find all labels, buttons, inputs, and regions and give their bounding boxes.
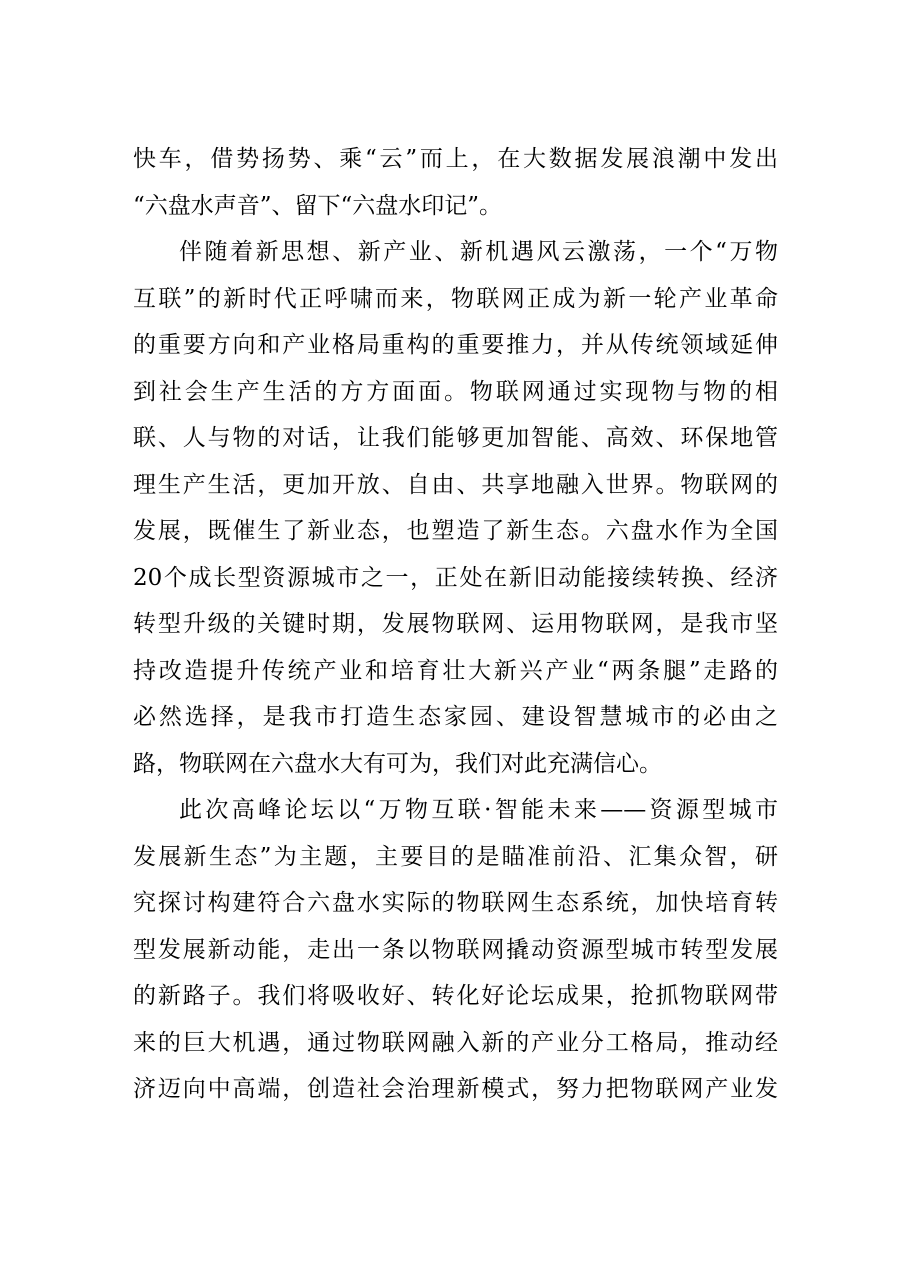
text-line: 20个成长型资源城市之一，正处在新旧动能接续转换、经济 xyxy=(133,564,778,591)
text-line: 发展，既催生了新业态，也塑造了新生态。六盘水作为全国 xyxy=(133,518,778,544)
text-line: 必然选择，是我市打造生态家园、建设智慧城市的必由之 xyxy=(133,704,778,730)
text-line: 的重要方向和产业格局重构的重要推力，并从传统领域延伸 xyxy=(133,332,778,358)
text-line: 互联”的新时代正呼啸而来，物联网正成为新一轮产业革命 xyxy=(133,285,778,312)
text-line: 理生产生活，更加开放、自由、共享地融入世界。物联网的 xyxy=(133,471,778,498)
paragraph-3 xyxy=(133,787,778,1113)
text-line: 来的巨大机遇，通过物联网融入新的产业分工格局，推动经 xyxy=(133,1029,778,1056)
text-line: “六盘水声音”、留下“六盘水印记”。 xyxy=(133,192,503,219)
text-line: 此次高峰论坛以“万物互联·智能未来——资源型城市 xyxy=(179,797,778,823)
text-line: 联、人与物的对话，让我们能够更加智能、高效、环保地管 xyxy=(133,425,778,451)
text-line: 伴随着新思想、新产业、新机遇风云激荡，一个“万物 xyxy=(179,239,778,265)
text-line: 转型升级的关键时期，发展物联网、运用物联网，是我市坚 xyxy=(133,611,778,637)
text-line: 路，物联网在六盘水大有可为，我们对此充满信心。 xyxy=(133,750,662,777)
document-body xyxy=(133,136,778,1113)
text-line: 快车，借势扬势、乘“云”而上，在大数据发展浪潮中发出 xyxy=(133,146,778,172)
paragraph-1 xyxy=(133,136,778,229)
text-line: 究探讨构建符合六盘水实际的物联网生态系统，加快培育转 xyxy=(133,890,778,916)
text-line: 到社会生产生活的方方面面。物联网通过实现物与物的相 xyxy=(133,378,778,405)
text-line: 型发展新动能，走出一条以物联网撬动资源型城市转型发展 xyxy=(133,936,778,963)
text-line: 持改造提升传统产业和培育壮大新兴产业“两条腿”走路的 xyxy=(133,657,778,684)
paragraph-2 xyxy=(133,229,778,787)
text-line: 发展新生态”为主题，主要目的是瞄准前沿、汇集众智，研 xyxy=(133,843,778,870)
text-line: 的新路子。我们将吸收好、转化好论坛成果，抢抓物联网带 xyxy=(133,983,778,1009)
text-line: 济迈向中高端，创造社会治理新模式，努力把物联网产业发 xyxy=(133,1076,778,1102)
